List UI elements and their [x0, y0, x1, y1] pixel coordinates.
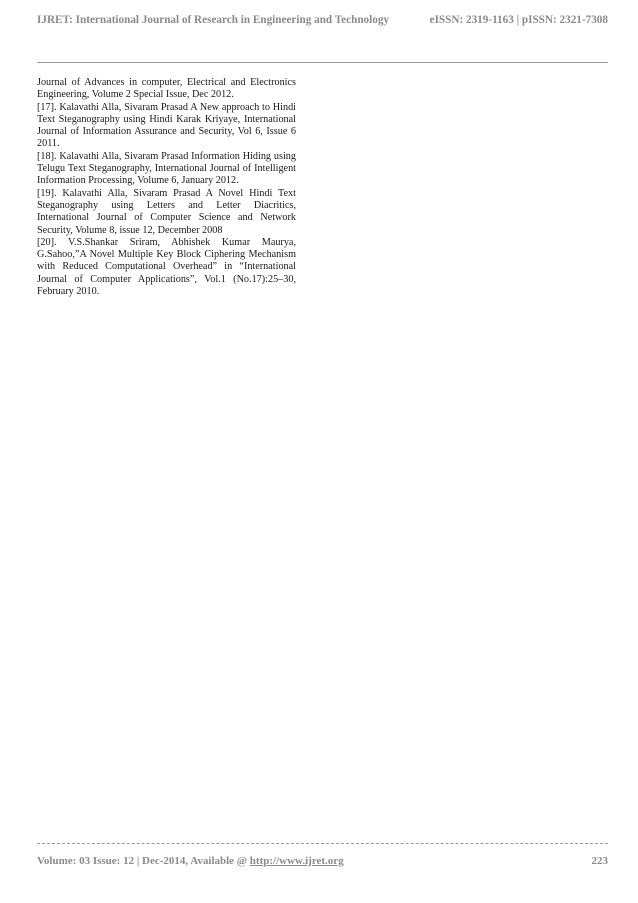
issn-info: eISSN: 2319-1163 | pISSN: 2321-7308: [429, 14, 608, 26]
reference-18: [18]. Kalavathi Alla, Sivaram Prasad Information Hiding using Telugu Text Steganography, International Journal of Intelligent Information Processing, Volume 6, January 2012.: [37, 150, 296, 187]
reference-17: [17]. Kalavathi Alla, Sivaram Prasad A New approach to Hindi Text Steganography using Hindi Karak Kriyaye, International Journal of Information Assurance and Security, Vol 6, Issue 6 2011.: [37, 101, 296, 150]
journal-title: IJRET: International Journal of Research in Engineering and Technology: [37, 14, 390, 26]
footer-volume-text: Volume: 03 Issue: 12 | Dec-2014, Available @: [37, 855, 250, 867]
reference-continuation: Journal of Advances in computer, Electrical and Electronics Engineering, Volume 2 Special Issue, Dec 2012.: [37, 77, 296, 101]
footer-volume: [37, 855, 344, 867]
page-number: 223: [591, 855, 608, 867]
running-footer: [37, 855, 608, 867]
running-header: [37, 14, 608, 26]
reference-list: [37, 77, 296, 298]
journal-url-link[interactable]: http://www.ijret.org: [249, 855, 344, 867]
header-divider: [37, 62, 608, 63]
reference-20: [20]. V.S.Shankar Sriram, Abhishek Kumar Maurya, G.Sahoo,”A Novel Multiple Key Block Ciphering Mechanism with Reduced Computational Overhead” in “International Journal of Computer Applications”, Vol.1 (No.17):25–30, February 2010.: [37, 236, 296, 298]
footer-divider: [37, 843, 608, 844]
reference-19: [19]. Kalavathi Alla, Sivaram Prasad A Novel Hindi Text Steganography using Letters and Letter Diacritics, International Journal of Computer Science and Network Security, Volume 8, issue 12, December 2008: [37, 187, 296, 236]
